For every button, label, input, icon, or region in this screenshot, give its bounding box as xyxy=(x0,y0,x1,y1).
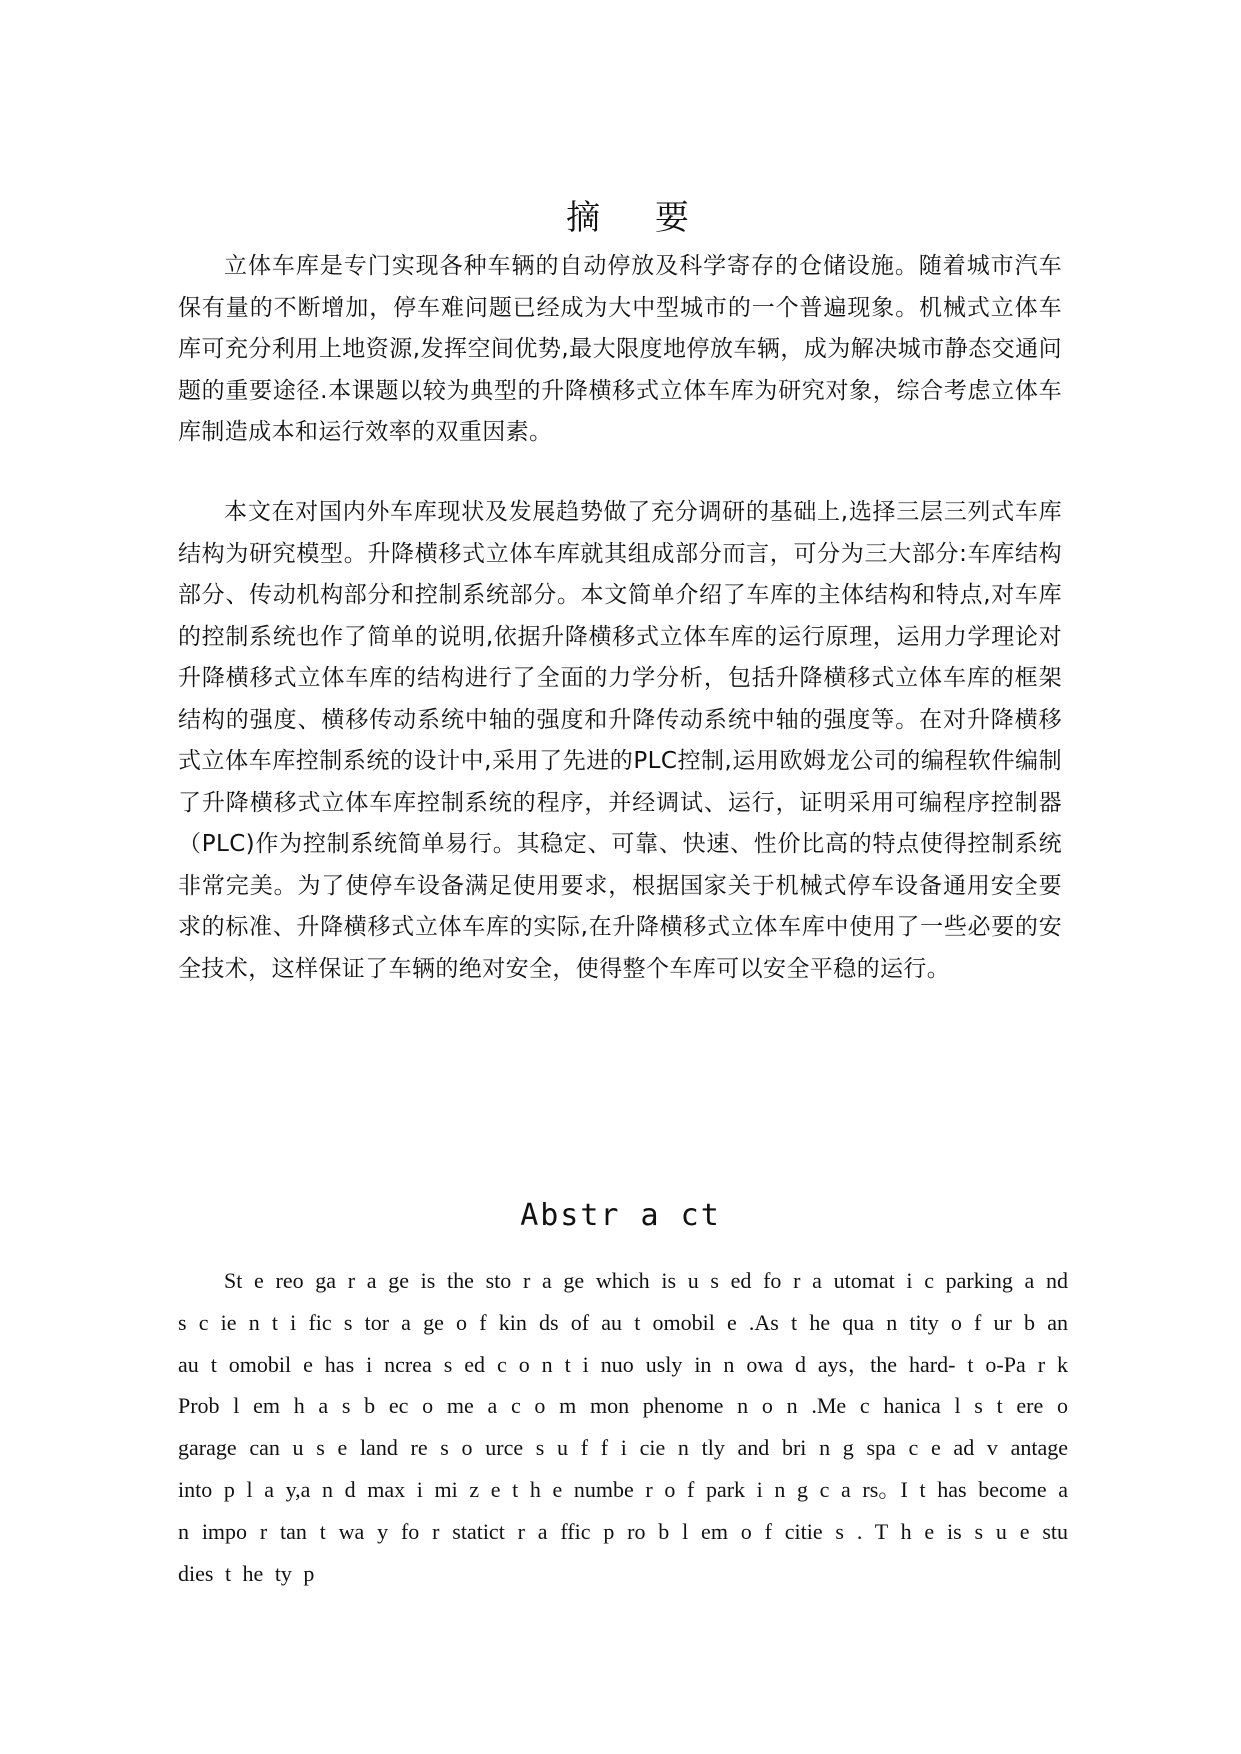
chinese-abstract-paragraph-2: 本文在对国内外车库现状及发展趋势做了充分调研的基础上,选择三层三列式车库结构为研究模型。升降横移式立体车库就其组成部分而言，可分为三大部分:车库结构部分、传动机构部分和控制系统部分。本文简单介绍了车库的主体结构和特点,对车库的控制系统也作了简单的说明,依据升降横移式立体车库的运行原理，运用力学理论对升降横移式立体车库的结构进行了全面的力学分析，包括升降横移式立体车库的框架结构的强度、横移传动系统中轴的强度和升降传动系统中轴的强度等。在对升降横移式立体车库控制系统的设计中,采用了先进的PLC控制,运用欧姆龙公司的编程软件编制了升降横移式立体车库控制系统的程序，并经调试、运行，证明采用可编程序控制器（PLC)作为控制系统简单易行。其稳定、可靠、快速、性价比高的特点使得控制系统非常完美。为了使停车设备满足使用要求，根据国家关于机械式停车设备通用安全要求的标准、升降横移式立体车库的实际,在升降横移式立体车库中使用了一些必要的安全技术，这样保证了车辆的绝对安全，使得整个车库可以安全平稳的运行。 xyxy=(178,499,1062,982)
english-abstract-paragraph: St e reo ga r a ge is the sto r a ge which is u s ed fo r a utomat i c parking a nd s c ie n t i fic s tor a ge o f kin ds of au t omobil e .As t he qua n tity o f ur b an au t omobil e has i ncrea s ed c o n t i nuo usly in n owa d ays，the hard- t o-Pa r k Prob l em h a s b ec o me a c o m mon phenome n o n .Me c hanica l s t ere o garage can u s e land re s o urce s u f f i cie n tly and bri n g spa c e ad v antage into p l a y,a n d max i mi z e t h e numbe r o f park i n g c a rs。I t has become a n impo r tan t wa y fo r statict r a ffic p ro b l em o f citie s . T h e is s u e stu dies t he ty p xyxy=(178,1268,1068,1586)
english-abstract-title: Abstr a ct xyxy=(520,1198,721,1233)
chinese-abstract-paragraph-1: 立体车库是专门实现各种车辆的自动停放及科学寄存的仓储设施。随着城市汽车保有量的不断增加，停车难问题已经成为大中型城市的一个普遍现象。机械式立体车库可充分利用上地资源,发挥空间优势,最大限度地停放车辆，成为解决城市静态交通问题的重要途径.本课题以较为典型的升降横移式立体车库为研究对象，综合考虑立体车库制造成本和运行效率的双重因素。 xyxy=(178,253,1062,445)
chinese-abstract-title: 摘 要 xyxy=(566,198,711,238)
